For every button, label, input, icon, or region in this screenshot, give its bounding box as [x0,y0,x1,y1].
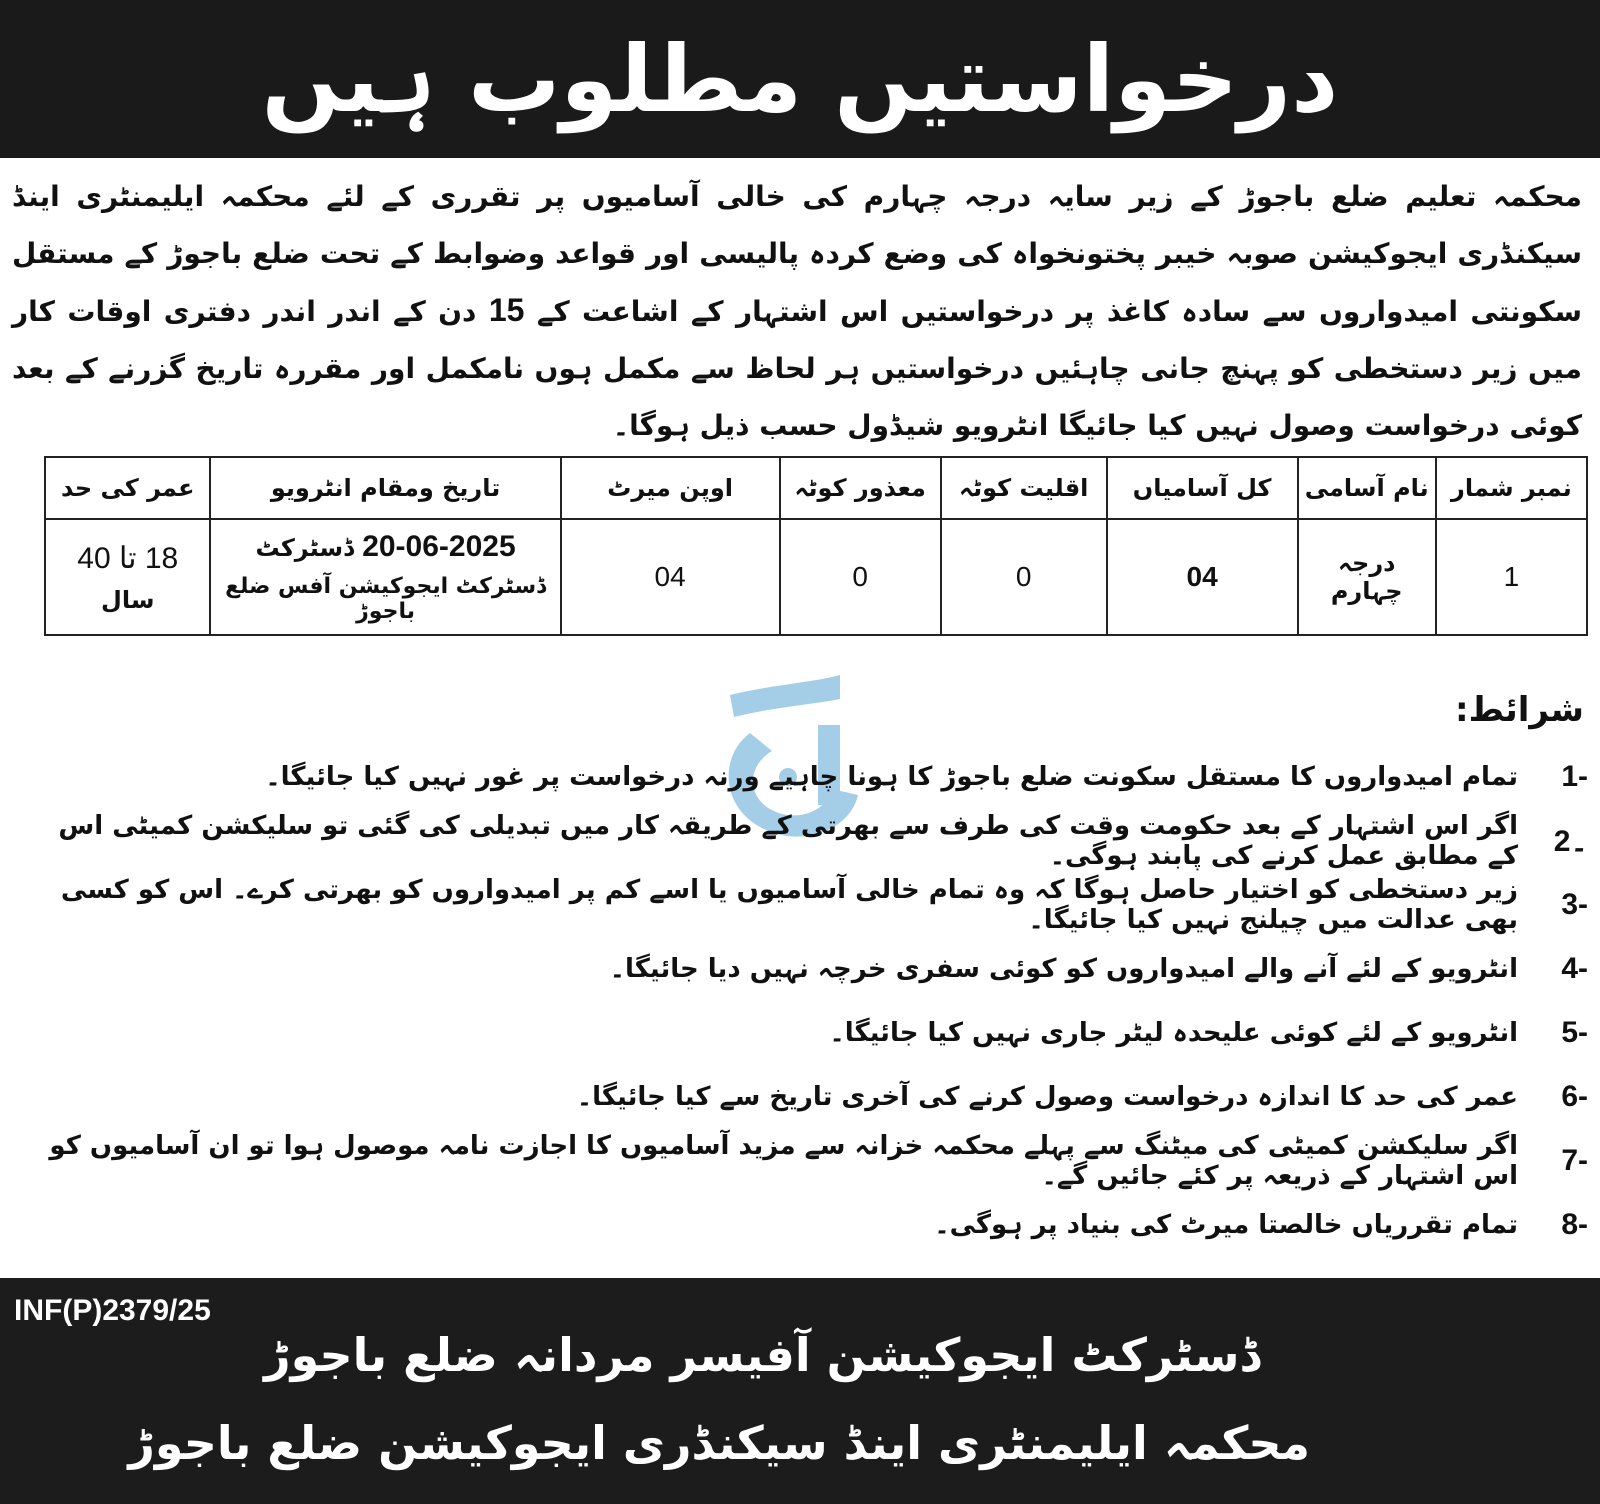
condition-number: 7- [1561,1144,1588,1177]
header-serial: نمبر شمار [1436,457,1587,519]
list-item [40,1001,1588,1065]
condition-number: 4- [1561,952,1588,985]
header-disabled-quota: معذور کوٹہ [780,457,941,519]
interview-date-suffix: ڈسٹرکٹ [255,534,354,562]
condition-number: 1- [1561,760,1588,793]
condition-text: تمام امیدواروں کا مستقل سکونت ضلع باجوڑ کا ہونا چاہیے ورنہ درخواست پر غور نہیں کیا جائیگا۔ [265,762,1518,792]
list-item [40,745,1588,809]
posts-table-wrapper [44,456,1588,636]
header-minority-quota: اقلیت کوٹہ [941,457,1107,519]
reference-number: INF(P)2379/25 [14,1294,211,1327]
posts-table [44,456,1588,636]
issuing-officer: ڈسٹرکٹ ایجوکیشن آفیسر مردانہ ضلع باجوڑ [264,1328,1260,1382]
condition-number: 2۔ [1553,824,1588,858]
conditions-title: شرائط: [1454,690,1584,730]
condition-text: زیر دستخطی کو اختیار حاصل ہوگا کہ وہ تمام خالی آسامیوں یا اسے کم پر امیدواروں کو بھرتی کرے۔ اس کو کسی بھی عدالت میں چیلنج نہیں کیا جائیگا۔ [60,875,1518,935]
conditions-list [40,745,1588,1257]
interview-date: 20-06-2025 [362,530,516,563]
list-item [40,873,1588,937]
cell-serial: 1 [1436,519,1587,635]
header-total-posts: کل آسامیاں [1107,457,1298,519]
cell-disabled-quota: 0 [780,519,941,635]
interview-place: ڈسٹرکٹ ایجوکیشن آفس ضلع باجوڑ [225,574,546,624]
cell-minority-quota: 0 [941,519,1107,635]
condition-text: اگر اس اشتہار کے بعد حکومت وقت کی طرف سے بھرتی کے طریقہ کار میں تبدیلی کی گئی تو سلیکشن کمیٹی اس کے مطابق عمل کرنے کی پابند ہوگی۔ [58,811,1518,871]
condition-text: انٹرویو کے لئے آنے والے امیدواروں کو کوئی سفری خرچہ نہیں دیا جائیگا۔ [609,954,1518,984]
condition-number: 5- [1561,1016,1588,1049]
cell-age-limit [45,519,210,635]
header-age-limit: عمر کی حد [45,457,210,519]
condition-number: 8- [1561,1208,1588,1241]
header-banner [0,0,1600,158]
condition-text: تمام تقرریاں خالصتا میرٹ کی بنیاد پر ہوگی۔ [934,1210,1518,1240]
table-row [45,519,1587,635]
list-item [40,937,1588,1001]
issuing-department: محکمہ ایلیمنٹری اینڈ سیکنڈری ایجوکیشن ضلع باجوڑ [128,1416,1310,1470]
condition-number: 6- [1561,1080,1588,1113]
intro-text-part2: دن کے اندر اندر دفتری اوقات کار میں زیر دستخطی کو پہنچ جانی چاہئیں درخواستیں ہر لحاظ سے مکمل ہوں نامکمل اور مقررہ تاریخ گزرنے کے بعد کوئی درخواست وصول نہیں کیا جائیگا انٹرویو شیڈول حسب ذیل ہوگا۔ [12,295,1582,442]
list-item [40,1193,1588,1257]
list-item [40,1129,1588,1193]
age-limit-range: 18 تا 40 [77,541,179,575]
condition-text: اگر سلیکشن کمیٹی کی میٹنگ سے پہلے محکمہ خزانہ سے مزید آسامیوں کا اجازت نامہ موصول ہوا تو ان آسامیوں کو اس اشتہار کے ذریعہ پر کئے جائیں گے۔ [49,1131,1518,1191]
condition-number: 3- [1561,888,1588,921]
interview-date-line [255,530,515,564]
list-item [40,1065,1588,1129]
intro-days-number: 15 [488,292,525,328]
header-interview: تاریخ ومقام انٹرویو [210,457,560,519]
cell-open-merit: 04 [561,519,780,635]
condition-text: عمر کی حد کا اندازہ درخواست وصول کرنے کی آخری تاریخ سے کیا جائیگا۔ [576,1082,1518,1112]
age-limit-unit: سال [101,585,155,614]
intro-paragraph [12,168,1582,454]
header-post-name: نام آسامی [1298,457,1436,519]
header-open-merit: اوپن میرٹ [561,457,780,519]
table-header-row [45,457,1587,519]
footer-banner [0,1278,1600,1504]
cell-post-name: درجہ چہارم [1298,519,1436,635]
cell-interview [210,519,560,635]
page-title: درخواستیں مطلوب ہیں [261,25,1339,133]
condition-text: انٹرویو کے لئے کوئی علیحدہ لیٹر جاری نہیں کیا جائیگا۔ [829,1018,1518,1048]
intro-text-part1: محکمہ تعلیم ضلع باجوڑ کے زیر سایہ درجہ چہارم کی خالی آسامیوں پر تقرری کے لئے محکمہ ایلیمنٹری اینڈ سیکنڈری ایجوکیشن صوبہ خیبر پختونخواہ کی وضع کردہ پالیسی اور قواعد وضوابط کے تحت ضلع باجوڑ کے مستقل سکونتی امیدواروں سے سادہ کاغذ پر درخواستیں اس اشتہار کے اشاعت کے [12,180,1583,328]
cell-total-posts: 04 [1107,519,1298,635]
list-item [40,809,1588,873]
